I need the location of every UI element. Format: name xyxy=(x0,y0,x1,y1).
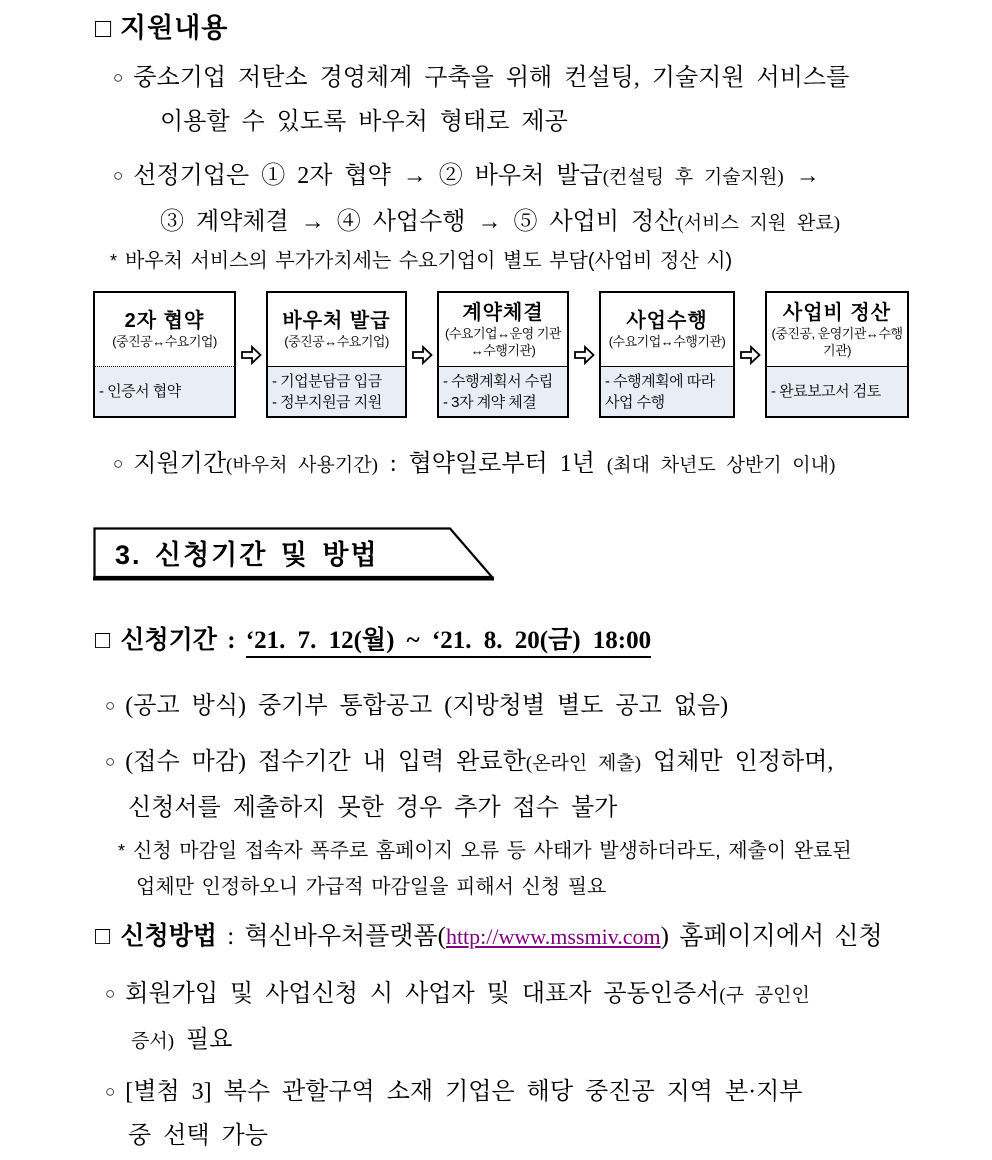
flow-step-tasks xyxy=(601,366,733,416)
text-run: 신청서를 제출하지 못한 경우 추가 접수 불가 xyxy=(128,795,618,821)
text-run: (온라인 제출) xyxy=(525,753,642,774)
flow-step-parties: (수요기업↔운영 기관↔수행기관) xyxy=(445,325,561,358)
note-text xyxy=(125,250,732,272)
paragraph-notice-method xyxy=(105,684,940,728)
paragraph-attachment-choice xyxy=(105,1070,940,1158)
flow-step-parties: (중진공↔수요기업) xyxy=(112,334,217,349)
heading-text xyxy=(95,627,651,658)
section-banner-title: 3. 신청기간 및 방법 xyxy=(115,539,379,570)
circle-bullet-icon: ○ xyxy=(105,752,116,771)
circle-bullet-icon: ○ xyxy=(105,984,116,1003)
paragraph-text xyxy=(125,693,728,719)
flow-step-task-item: - 완료보고서 검토 xyxy=(771,383,881,400)
circle-bullet-icon: ○ xyxy=(105,1082,116,1101)
paragraph-text xyxy=(133,163,840,235)
paragraph-text xyxy=(125,1079,802,1149)
text-run: 필요 xyxy=(174,1027,233,1053)
flow-step-parties: (중진공, 운영기관↔수행기관) xyxy=(771,325,903,358)
flow-arrow-icon xyxy=(569,343,599,367)
flow-step-task-item: - 기업분담금 입금 xyxy=(272,372,382,390)
text-run: → xyxy=(783,163,820,189)
flow-step-header xyxy=(767,293,907,366)
text-run: (공고 방식) 중기부 통합공고 (지방청별 별도 공고 없음) xyxy=(125,693,729,719)
note-vat xyxy=(110,243,910,279)
flow-step-tasks xyxy=(767,366,907,416)
text-run: 업체만 인정하오니 가급적 마감일을 피해서 신청 필요 xyxy=(136,876,607,898)
flow-step-title: 계약체결 xyxy=(462,301,544,324)
paragraph-voucher-provision xyxy=(113,56,972,144)
text-run: 증서) xyxy=(131,1031,175,1052)
process-flowchart xyxy=(93,291,909,418)
flow-step-task-item: - 수행계획에 따라 사업 수행 xyxy=(605,372,715,411)
paragraph-text xyxy=(125,749,833,821)
section-banner xyxy=(93,527,497,582)
paragraph-text xyxy=(125,981,810,1053)
flow-step-box xyxy=(599,291,735,418)
asterisk-marker: * xyxy=(118,841,126,861)
circle-bullet-icon: ○ xyxy=(113,166,124,185)
text-run: (바우처 사용기간) xyxy=(226,455,378,476)
text-run: 업체만 인정하며, xyxy=(641,749,834,775)
note-deadline-warning xyxy=(118,833,936,905)
paragraph-deadline xyxy=(105,740,940,830)
flow-step-header xyxy=(95,293,234,366)
platform-url-link[interactable]: http://www.mssmiv.com xyxy=(445,924,661,949)
flow-step-title: 사업비 정산 xyxy=(782,301,892,324)
flow-step-tasks xyxy=(439,366,567,416)
text-run: □ 신청방법 xyxy=(95,923,217,950)
text-run: (서비스 지원 완료) xyxy=(677,213,841,234)
text-run: 선정기업은 ① 2자 협약 → ② 바우처 발급 xyxy=(133,163,603,189)
text-run: : 혁신바우처플랫폼( xyxy=(216,923,446,950)
text-run: 이용할 수 있도록 바우처 형태로 제공 xyxy=(160,109,568,135)
flow-arrow-icon xyxy=(735,343,765,367)
circle-bullet-icon: ○ xyxy=(105,696,116,715)
flow-step-parties: (수요기업↔수행기관) xyxy=(608,334,726,349)
circle-bullet-icon: ○ xyxy=(113,454,124,473)
text-run: ) 홈페이지에서 신청 xyxy=(660,923,883,950)
text-run: ‘21. 7. 12(월) ~ ‘21. 8. 20(금) 18:00 xyxy=(246,627,651,658)
heading-support-content: □ 지원내용 xyxy=(95,13,229,43)
flow-step-box xyxy=(437,291,569,418)
flow-step-task-item: - 인증서 협약 xyxy=(99,383,181,400)
text-run: ③ 계약체결 → ④ 사업수행 → ⑤ 사업비 정산 xyxy=(160,209,678,235)
heading-text xyxy=(95,923,883,950)
text-run: (구 공인인 xyxy=(719,985,810,1006)
flow-step-box xyxy=(765,291,909,418)
text-run: 중소기업 저탄소 경영체계 구축을 위해 컨설팅, 기술지원 서비스를 xyxy=(133,65,850,91)
text-run: 회원가입 및 사업신청 시 사업자 및 대표자 공동인증서 xyxy=(125,981,720,1007)
flow-step-header xyxy=(601,293,733,366)
flow-step-title: 사업수행 xyxy=(626,310,708,332)
text-run: 바우처 서비스의 부가가치세는 수요기업이 별도 부담(사업비 정산 시) xyxy=(125,250,733,272)
circle-bullet-icon: ○ xyxy=(113,68,124,87)
text-run: : 협약일로부터 1년 xyxy=(377,451,607,477)
flow-step-parties: (중진공↔수요기업) xyxy=(284,334,389,349)
paragraph-text xyxy=(133,65,849,135)
text-run: (접수 마감) 접수기간 내 입력 완료한 xyxy=(125,749,526,775)
note-text xyxy=(133,840,852,898)
text-run: 지원기간 xyxy=(133,451,227,477)
text-run: 신청 마감일 접속자 폭주로 홈페이지 오류 등 사태가 발생하더라도, 제출이 완료된 xyxy=(133,840,852,862)
paragraph-support-period xyxy=(113,442,972,488)
flow-step-task-item: - 수행계획서 수립 xyxy=(443,372,553,390)
text-run: [별첨 3] 복수 관할구역 소재 기업은 해당 중진공 지역 본·지부 xyxy=(125,1079,803,1105)
text-run: 중 선택 가능 xyxy=(128,1123,268,1149)
heading-application-period xyxy=(95,620,651,656)
asterisk-marker: * xyxy=(110,251,118,271)
paragraph-process-steps xyxy=(113,154,972,246)
heading-application-method xyxy=(95,916,883,952)
flow-arrow-icon xyxy=(236,343,266,367)
flow-step-tasks xyxy=(268,366,405,416)
text-run: (최대 차년도 상반기 이내) xyxy=(606,455,836,476)
flow-step-header xyxy=(268,293,405,366)
flow-step-tasks xyxy=(95,366,234,416)
text-run: □ 신청기간 : xyxy=(95,627,246,654)
paragraph-text xyxy=(133,451,835,477)
text-run: (컨설팅 후 기술지원) xyxy=(602,167,784,188)
flow-step-title: 2자 협약 xyxy=(124,310,205,332)
flow-step-task-item: - 정부지원금 지원 xyxy=(272,393,382,411)
flow-step-box xyxy=(93,291,236,418)
flow-step-task-item: - 3자 계약 체결 xyxy=(443,393,537,411)
flow-step-header xyxy=(439,293,567,366)
paragraph-certificate xyxy=(105,972,943,1064)
flow-step-box xyxy=(266,291,407,418)
flow-arrow-icon xyxy=(407,343,437,367)
flow-step-title: 바우처 발급 xyxy=(282,310,391,332)
